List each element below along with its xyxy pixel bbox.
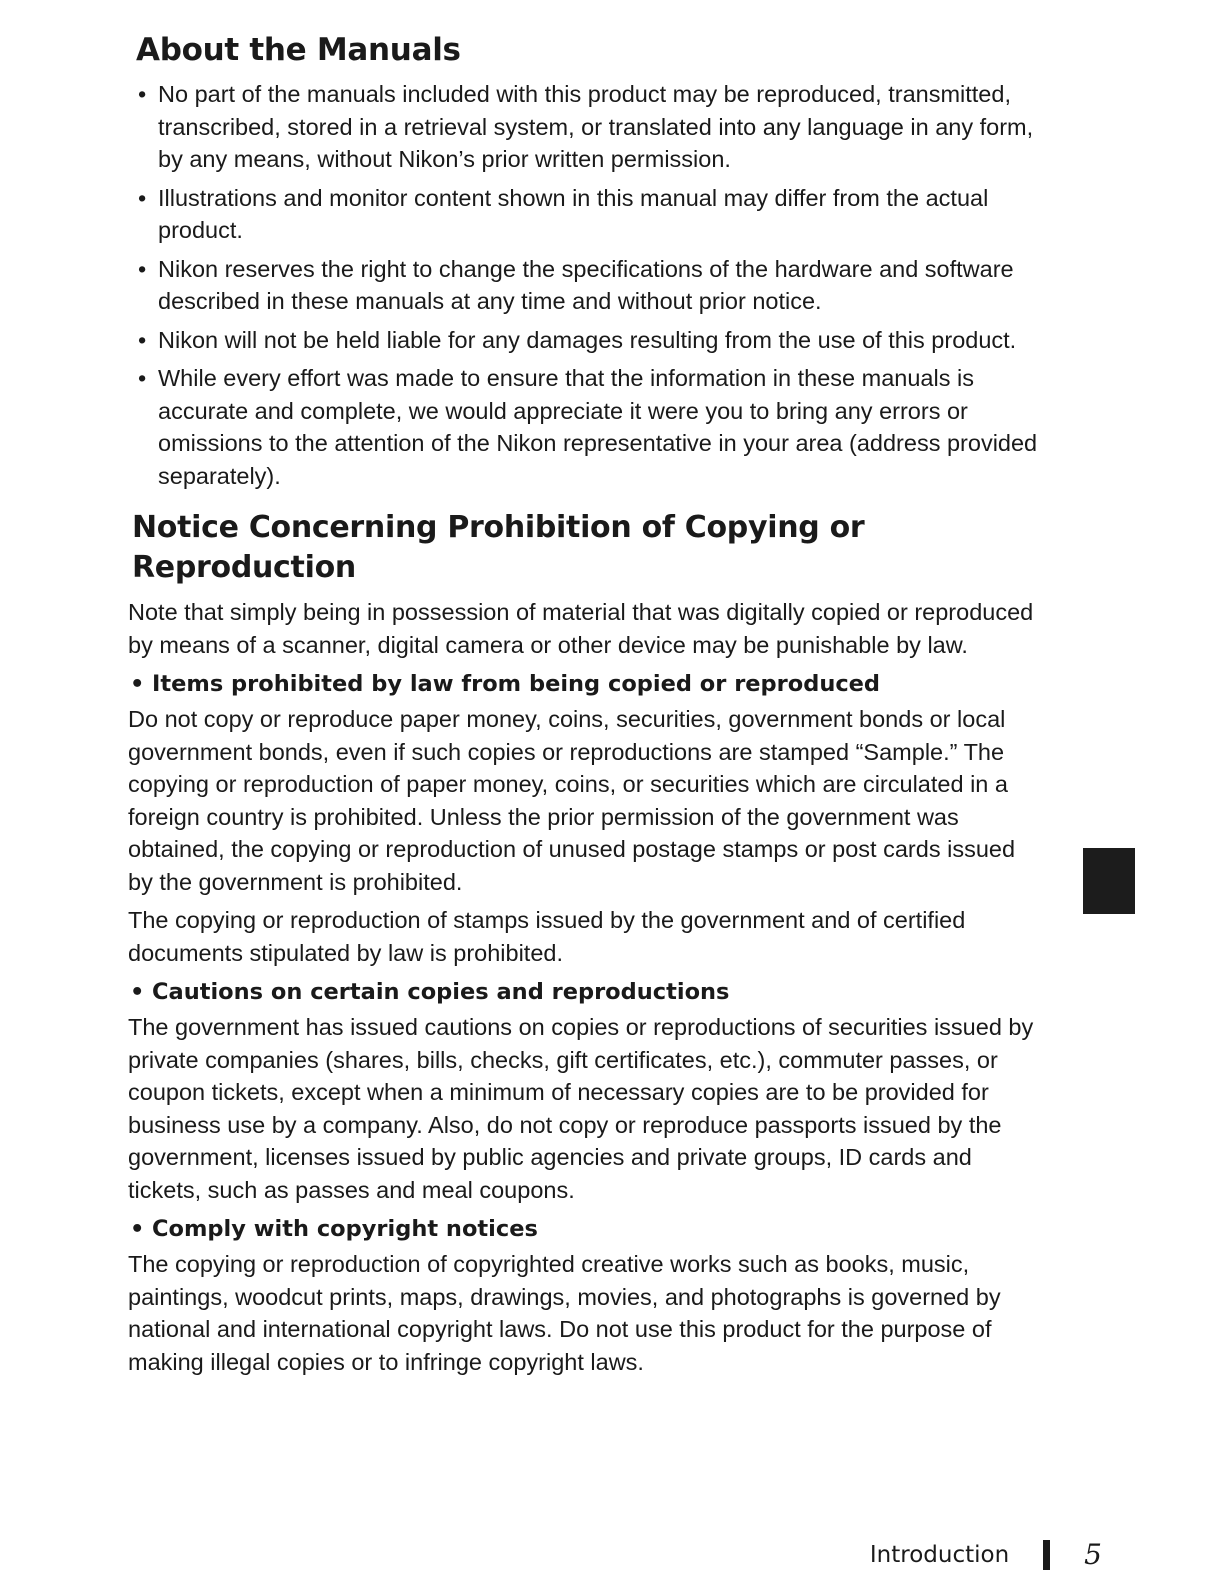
cautions-paragraph: The government has issued cautions on copies or reproductions of securities issued by private companies (shares, bills, checks, gift certificates, etc.), commuter passes, or coupon tickets, except when a minimum of necessary copies are to be provided for business use by a company. Also, do not copy or reproduce passports issued by the government, licenses issued by public agencies and private groups, ID cards and tickets, such as passes and meal coupons. [128,1014,1034,1203]
footer-divider [1043,1540,1050,1570]
section-title-notice: Notice Concerning Prohibition of Copying or Reproduction [132,510,865,585]
about-bullet: • No part of the manuals included with this product may be reproduced, transmitted, transcribed, stored in a retrieval system, or translated into any language in any form, by any means, without Nikon’s prior written permission. [136,78,1040,176]
section-title-about: About the Manuals [136,32,461,68]
chapter-tab-marker [1083,848,1135,914]
notice-intro: Note that simply being in possession of material that was digitally copied or reproduced by means of a scanner, digital camera or other device may be punishable by law. [128,599,1034,658]
subhead-copyright: • Comply with copyright notices [128,1212,1040,1246]
prohibited-items-paragraph: Do not copy or reproduce paper money, coins, securities, government bonds or local government bonds, even if such copies or reproductions are stamped “Sample.” The copying or reproduction of paper money, coins, or securities which are circulated in a foreign country is prohibited. Unless the prior permission of the government was obtained, the copying or reproduction of unused postage stamps or post cards issued by the government is prohibited. [128,706,1016,895]
subhead-cautions: • Cautions on certain copies and reproductions [128,975,1040,1009]
copyright-paragraph: The copying or reproduction of copyrighted creative works such as books, music, paintings, woodcut prints, maps, drawings, movies, and photographs is governed by national and international copyright laws. Do not use this product for the purpose of making illegal copies or to infringe copyright laws. [128,1251,1001,1375]
subhead-prohibited-items: • Items prohibited by law from being copied or reproduced [128,667,1040,701]
page-number: 5 [1084,1538,1102,1571]
about-bullet: • Illustrations and monitor content shown in this manual may differ from the actual product. [136,182,1040,247]
about-bullet: • Nikon will not be held liable for any damages resulting from the use of this product. [136,324,1040,357]
about-bullet: • Nikon reserves the right to change the specifications of the hardware and software described in these manuals at any time and without prior notice. [136,253,1040,318]
about-bullet: • While every effort was made to ensure that the information in these manuals is accurate and complete, we would appreciate it were you to bring any errors or omissions to the attention of the Nikon representative in your area (address provided separately). [136,362,1040,492]
footer-section-label: Introduction [869,1542,1010,1568]
prohibited-items-paragraph: The copying or reproduction of stamps issued by the government and of certified documents stipulated by law is prohibited. [128,907,966,966]
about-bullet-list [128,78,1040,492]
page-content [128,30,1040,1384]
page-footer [870,1540,1102,1570]
